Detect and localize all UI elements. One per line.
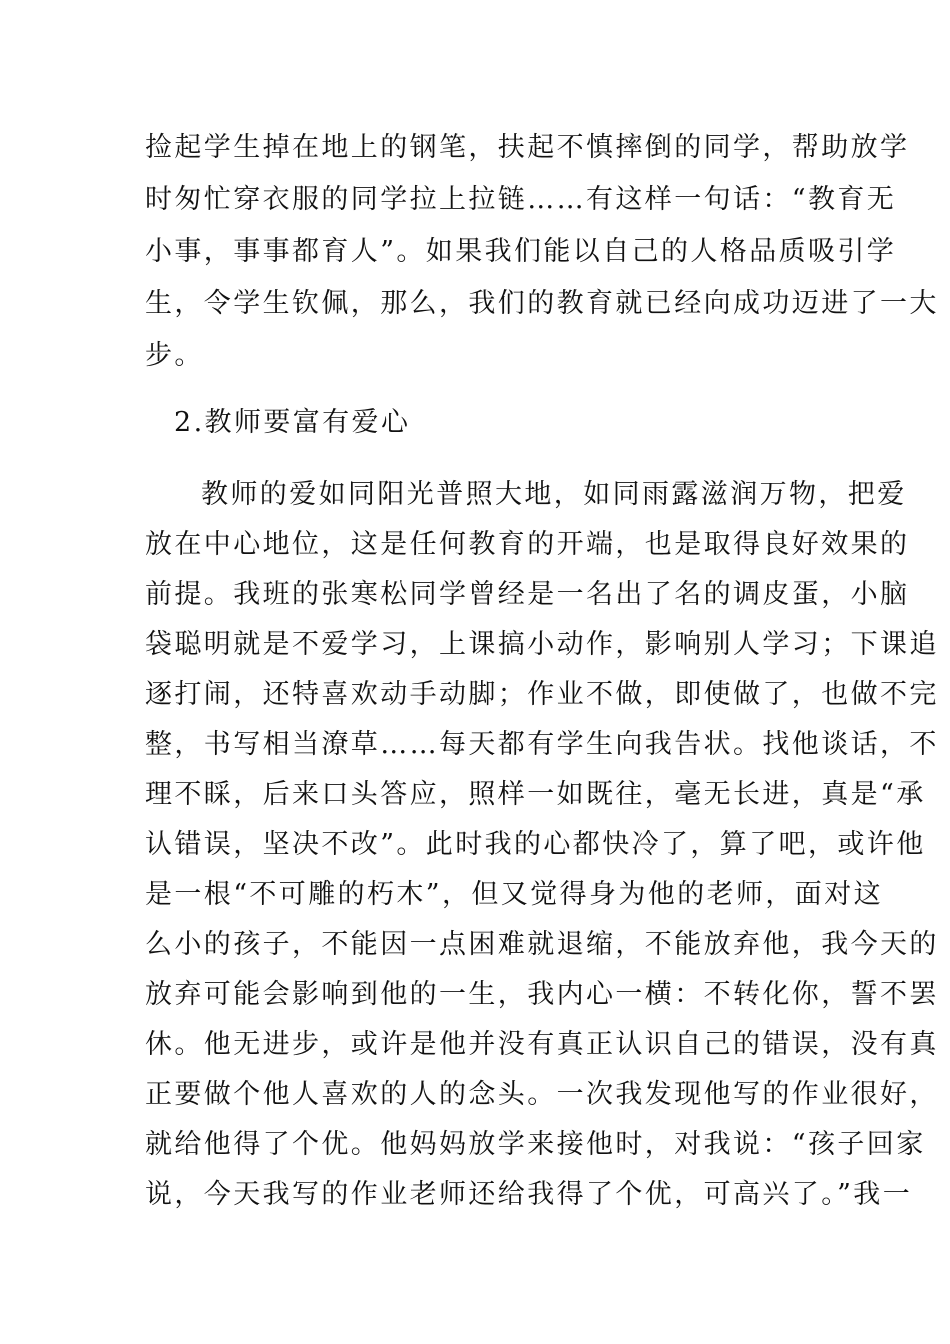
paragraph-1-line-2: 时匆忙穿衣服的同学拉上拉链……有这样一句话：“教育无 <box>145 184 897 215</box>
paragraph-2-line-15: 说，今天我写的作业老师还给我得了个优，可高兴了。”我一 <box>145 1179 913 1210</box>
paragraph-2-line-9: 是一根“不可雕的朽木”，但又觉得身为他的老师，面对这 <box>145 879 884 910</box>
paragraph-2-line-4: 袋聪明就是不爱学习，上课搞小动作，影响别人学习；下课追 <box>145 629 939 660</box>
paragraph-2-line-6: 整，书写相当潦草……每天都有学生向我告状。找他谈话，不 <box>145 729 939 760</box>
paragraph-2-line-5: 逐打闹，还特喜欢动手动脚；作业不做，即使做了，也做不完 <box>145 679 939 710</box>
paragraph-2-line-2: 放在中心地位，这是任何教育的开端，也是取得良好效果的 <box>145 529 910 560</box>
paragraph-2-line-3: 前提。我班的张寒松同学曾经是一名出了名的调皮蛋，小脑 <box>145 579 910 610</box>
paragraph-2-line-12: 休。他无进步，或许是他并没有真正认识自己的错误，没有真 <box>145 1029 939 1060</box>
paragraph-1-line-4: 生，令学生钦佩，那么，我们的教育就已经向成功迈进了一大 <box>145 288 939 319</box>
section-heading: 2.教师要富有爱心 <box>174 407 411 438</box>
paragraph-2-line-10: 么小的孩子，不能因一点困难就退缩，不能放弃他，我今天的 <box>145 929 939 960</box>
paragraph-1-line-1: 捡起学生掉在地上的钢笔，扶起不慎摔倒的同学，帮助放学 <box>145 132 910 163</box>
paragraph-2-line-11: 放弃可能会影响到他的一生，我内心一横：不转化你，誓不罢 <box>145 979 939 1010</box>
paragraph-2-line-7: 理不睬，后来口头答应，照样一如既往，毫无长进，真是“承 <box>145 779 926 810</box>
paragraph-2-line-13: 正要做个他人喜欢的人的念头。一次我发现他写的作业很好， <box>145 1079 939 1110</box>
paragraph-2-line-14: 就给他得了个优。他妈妈放学来接他时，对我说：“孩子回家 <box>145 1129 926 1160</box>
paragraph-2-line-1: 教师的爱如同阳光普照大地，如同雨露滋润万物，把爱 <box>201 479 907 510</box>
paragraph-1-line-3: 小事，事事都育人”。如果我们能以自己的人格品质吸引学 <box>145 236 897 267</box>
paragraph-2-line-8: 认错误，坚决不改”。此时我的心都快冷了，算了吧，或许他 <box>145 829 926 860</box>
paragraph-1-line-5: 步。 <box>145 340 204 371</box>
